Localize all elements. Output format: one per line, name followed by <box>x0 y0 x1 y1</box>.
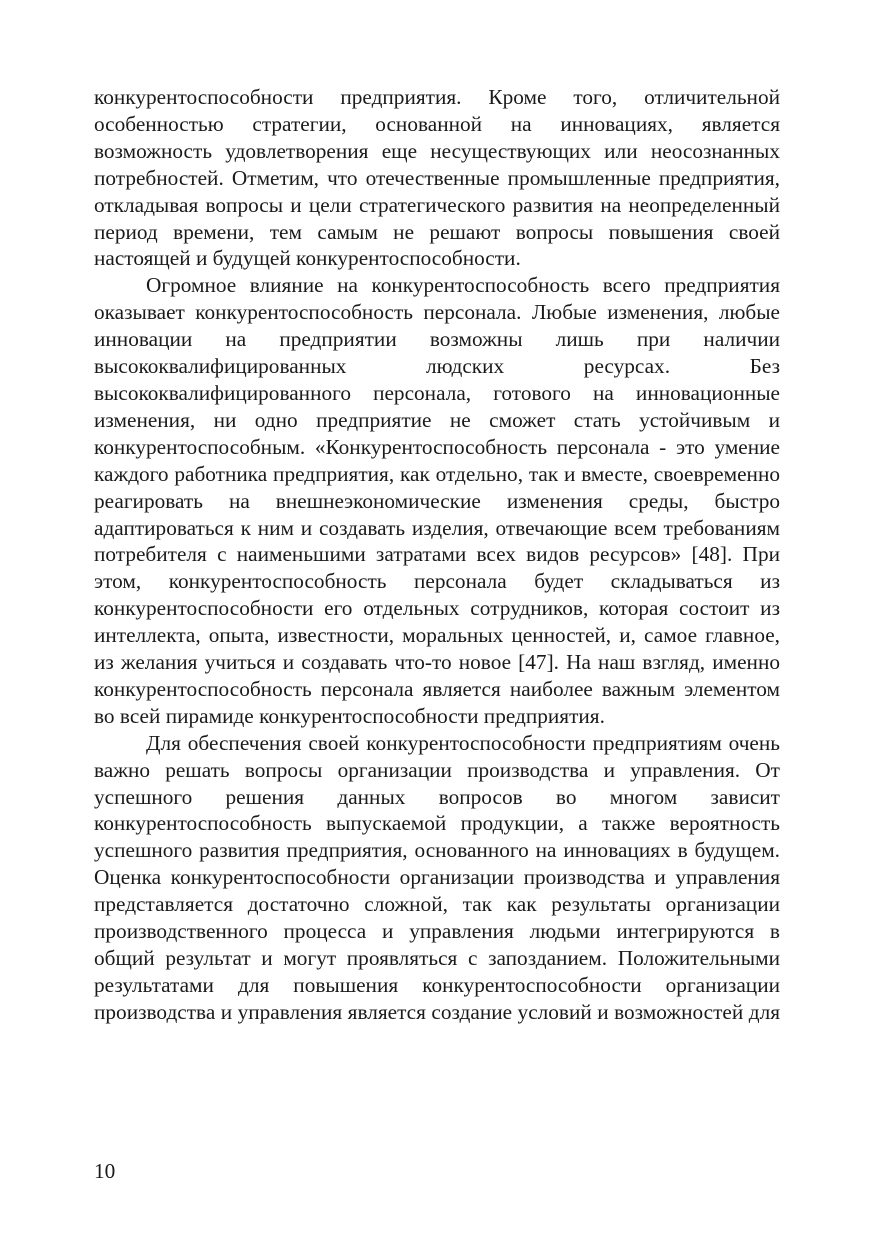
paragraph-3: Для обеспечения своей конкурентоспособности предприятиям очень важно решать вопросы организации производства и управления. От успешного решения данных вопросов во многом зависит конкурентоспособность выпускаемой продукции, а также вероятность успешного развития предприятия, основанного на инновациях в будущем. Оценка конкурентоспособности организации производства и управления представляется достаточно сложной, так как результаты организации производственного процесса и управления людьми интегрируются в общий результат и могут проявляться с запозданием. Положительными результатами для повышения конкурентоспособности организации производства и управления является создание условий и возможностей для <box>94 730 780 1024</box>
page-number: 10 <box>94 1159 116 1183</box>
paragraph-1: конкурентоспособности предприятия. Кроме того, отличительной особенностью стратегии, основанной на инновациях, является возможность удовлетворения еще несуществующих или неосознанных потребностей. Отметим, что отечественные промышленные предприятия, откладывая вопросы и цели стратегического развития на неопределенный период времени, тем самым не решают вопросы повышения своей настоящей и будущей конкурентоспособности. <box>94 85 780 271</box>
body-text <box>94 84 780 1026</box>
paragraph-2: Огромное влияние на конкурентоспособность всего предприятия оказывает конкурентоспособность персонала. Любые изменения, любые инновации на предприятии возможны лишь при наличии высококвалифицированных людских ресурсах. Без высококвалифицированного персонала, готового на инновационные изменения, ни одно предприятие не сможет стать устойчивым и конкурентоспособным. «Конкурентоспособность персонала - это умение каждого работника предприятия, как отдельно, так и вместе, своевременно реагировать на внешнеэкономические изменения среды, быстро адаптироваться к ним и создавать изделия, отвечающие всем требованиям потребителя с наименьшими затратами всех видов ресурсов» [48]. При этом, конкурентоспособность персонала будет складываться из конкурентоспособности его отдельных сотрудников, которая состоит из интеллекта, опыта, известности, моральных ценностей, и, самое главное, из желания учиться и создавать что-то новое [47]. На наш взгляд, именно конкурентоспособность персонала является наиболее важным элементом во всей пирамиде конкурентоспособности предприятия. <box>94 273 780 728</box>
